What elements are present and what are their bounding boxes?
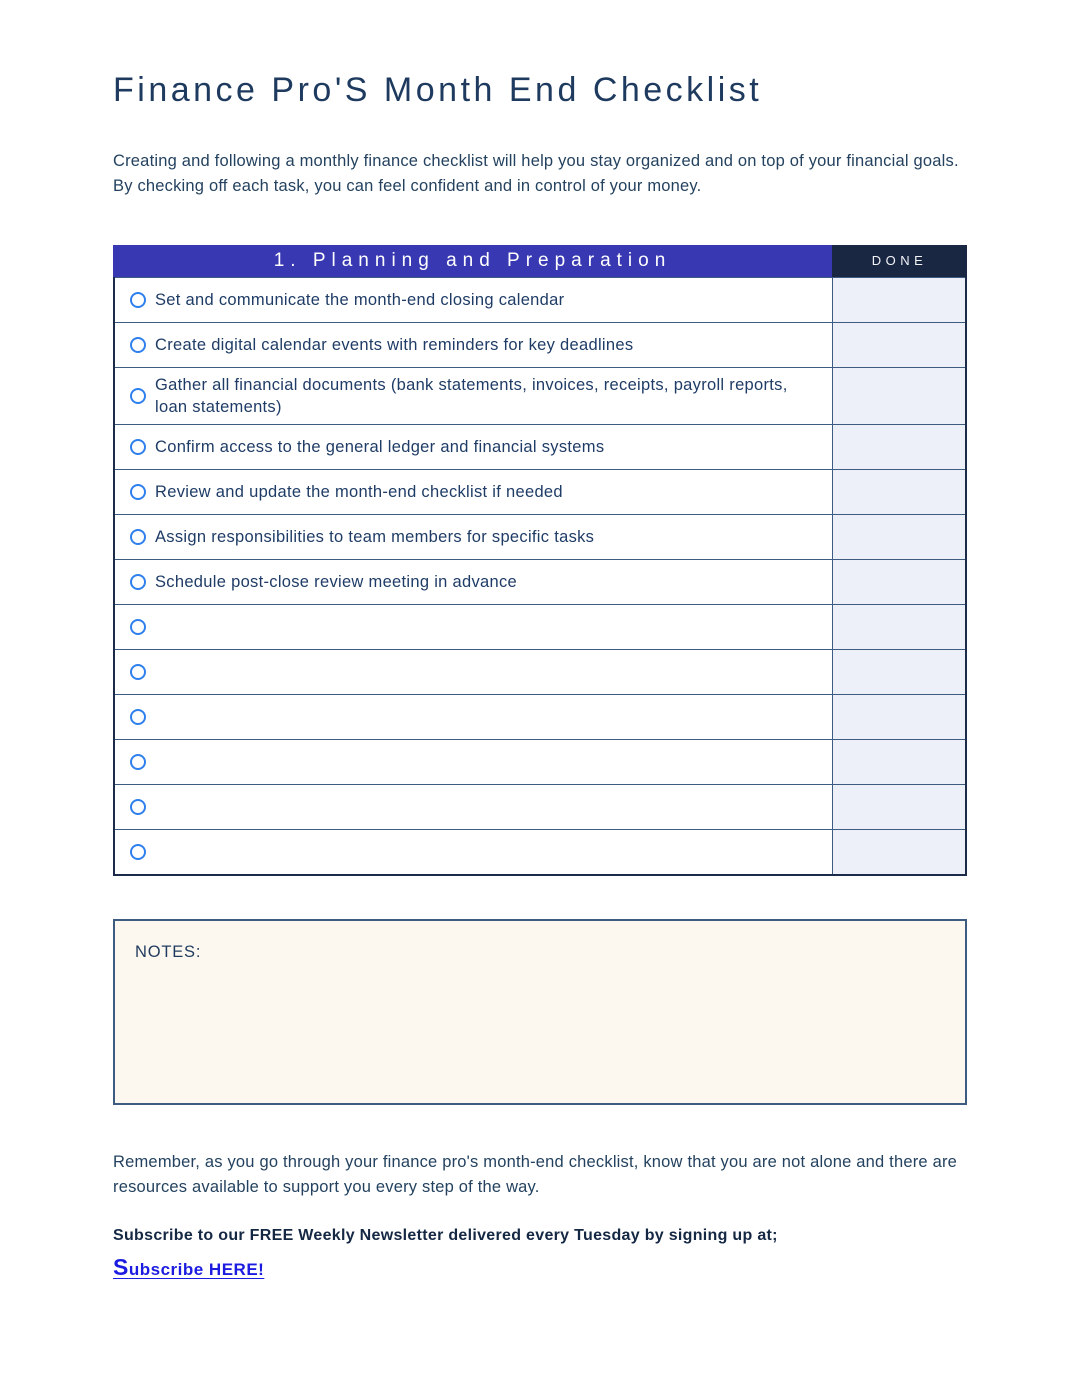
task-cell — [115, 323, 832, 367]
notes-label: NOTES: — [135, 942, 202, 961]
checkbox-circle-icon[interactable] — [130, 754, 146, 770]
notes-box[interactable] — [113, 919, 967, 1105]
checkbox-circle-icon[interactable] — [130, 484, 146, 500]
done-cell[interactable] — [832, 605, 965, 649]
done-cell[interactable] — [832, 560, 965, 604]
intro-paragraph: Creating and following a monthly finance checklist will help you stay organized and on top of your financial goals. By checking off each task, you can feel confident and in control of your money. — [113, 151, 959, 195]
table-header-row — [113, 245, 967, 277]
checklist-row-empty — [115, 829, 965, 874]
task-cell — [115, 650, 832, 694]
checklist-row-empty — [115, 604, 965, 649]
checkbox-circle-icon[interactable] — [130, 388, 146, 404]
checkbox-circle-icon[interactable] — [130, 709, 146, 725]
page-title: Finance Pro'S Month End Checklist — [113, 71, 763, 109]
checkbox-circle-icon[interactable] — [130, 337, 146, 353]
done-cell[interactable] — [832, 425, 965, 469]
subscribe-callout: Subscribe to our FREE Weekly Newsletter delivered every Tuesday by signing up at; — [113, 1226, 778, 1244]
done-cell[interactable] — [832, 278, 965, 322]
checklist-row — [115, 424, 965, 469]
task-cell — [115, 515, 832, 559]
checkbox-circle-icon[interactable] — [130, 529, 146, 545]
task-cell — [115, 830, 832, 874]
task-cell — [115, 560, 832, 604]
task-cell — [115, 470, 832, 514]
task-label: Review and update the month-end checklist if needed — [155, 482, 563, 501]
done-cell[interactable] — [832, 323, 965, 367]
task-cell — [115, 740, 832, 784]
checklist-row-empty — [115, 649, 965, 694]
done-cell[interactable] — [832, 740, 965, 784]
task-label: Assign responsibilities to team members for specific tasks — [155, 527, 595, 546]
task-cell — [115, 605, 832, 649]
checkbox-circle-icon[interactable] — [130, 799, 146, 815]
task-label: Confirm access to the general ledger and financial systems — [155, 437, 605, 456]
task-cell — [115, 278, 832, 322]
task-cell — [115, 368, 832, 424]
checklist-row — [115, 277, 965, 322]
done-cell[interactable] — [832, 830, 965, 874]
done-cell[interactable] — [832, 368, 965, 424]
done-cell[interactable] — [832, 470, 965, 514]
checklist-row — [115, 559, 965, 604]
checkbox-circle-icon[interactable] — [130, 619, 146, 635]
checkbox-circle-icon[interactable] — [130, 292, 146, 308]
closing-paragraph: Remember, as you go through your finance pro's month-end checklist, know that you are not alone and there are resources available to support you every step of the way. — [113, 1152, 958, 1196]
checklist-row — [115, 514, 965, 559]
task-label: Gather all financial documents (bank statements, invoices, receipts, payroll reports, loan statements) — [155, 375, 788, 416]
task-label: Schedule post-close review meeting in advance — [155, 572, 518, 591]
subscribe-here-link[interactable]: Subscribe HERE! — [113, 1253, 265, 1280]
task-label: Set and communicate the month-end closing calendar — [155, 290, 565, 309]
checklist-row — [115, 367, 965, 424]
task-cell — [115, 785, 832, 829]
checklist-table — [113, 245, 967, 876]
done-cell[interactable] — [832, 515, 965, 559]
task-cell — [115, 425, 832, 469]
task-cell — [115, 695, 832, 739]
checklist-row-empty — [115, 694, 965, 739]
done-column-header: DONE — [832, 245, 967, 277]
checklist-row — [115, 322, 965, 367]
done-cell[interactable] — [832, 650, 965, 694]
done-cell[interactable] — [832, 695, 965, 739]
checklist-row-empty — [115, 739, 965, 784]
task-label: Create digital calendar events with reminders for key deadlines — [155, 335, 634, 354]
checklist-row-empty — [115, 784, 965, 829]
checkbox-circle-icon[interactable] — [130, 439, 146, 455]
checkbox-circle-icon[interactable] — [130, 574, 146, 590]
checkbox-circle-icon[interactable] — [130, 844, 146, 860]
checklist-row — [115, 469, 965, 514]
checkbox-circle-icon[interactable] — [130, 664, 146, 680]
section-title-header: 1. Planning and Preparation — [113, 245, 832, 277]
done-cell[interactable] — [832, 785, 965, 829]
